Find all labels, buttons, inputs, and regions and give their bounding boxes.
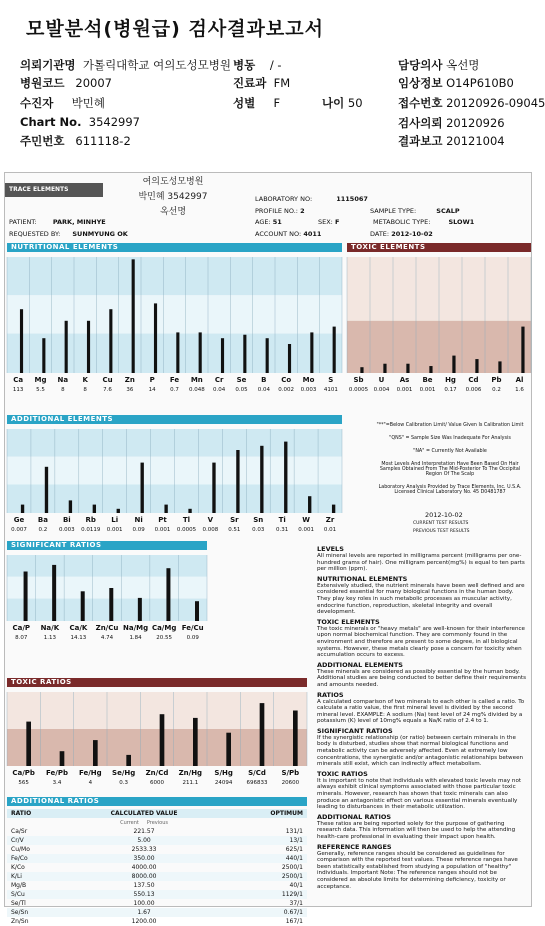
data-label: 0.51 [228, 527, 241, 533]
legend-heading: ADDITIONAL ELEMENTS [317, 660, 403, 669]
table-cell: 440/1 [285, 855, 303, 862]
bar-Zn/Hg [193, 718, 198, 766]
tick-label: K [82, 376, 88, 384]
table-cell: 131/1 [285, 828, 303, 835]
tick-label: Be [422, 376, 433, 384]
data-label: 0.003 [58, 527, 75, 533]
band [7, 295, 342, 333]
bar-Fe/Pb [60, 751, 65, 766]
data-label: 7.6 [103, 387, 112, 393]
significant-chart [7, 551, 207, 643]
bar-W [308, 496, 311, 513]
data-label: 14.13 [70, 635, 87, 641]
tick-label: Zn/Cu [95, 624, 119, 632]
tick-label: Ca/Pb [12, 769, 35, 777]
tick-label: Ge [13, 516, 25, 524]
nutritional-chart [7, 253, 342, 395]
table-row [7, 845, 307, 854]
table-cell: 137.50 [133, 882, 155, 889]
bar-Cu [109, 309, 112, 373]
data-label: 0.001 [154, 527, 171, 533]
band [7, 599, 207, 621]
tick-label: Ca/P [12, 624, 31, 632]
tick-label: Fe [169, 376, 180, 384]
bar-Fe/Cu [195, 601, 199, 621]
tick-label: Na [57, 376, 69, 384]
toxic-header: TOXIC ELEMENTS [347, 243, 531, 252]
bar-Ca/K [81, 591, 85, 621]
bar-S/Cd [260, 703, 265, 766]
lab-logo: TRACE ELEMENTS [5, 183, 103, 197]
legend-paragraph: The toxic minerals or "heavy metals" are well-known for their interference upon normal biochemical function. They are commonly found in the environment and therefore are present to some degree, in all biological systems. However, these metals clearly pose a concern for toxicity when accumulation occurs to excess. [317, 625, 526, 659]
bar-Ca/P [24, 572, 28, 622]
table-cell: 350.00 [133, 855, 155, 862]
table-cell: 5.00 [137, 837, 151, 844]
table-cell: 13/1 [289, 837, 303, 844]
table-cell: 8000.00 [131, 873, 157, 880]
table-row [7, 908, 307, 917]
bar-Cd [475, 359, 478, 373]
bar-Bi [69, 500, 72, 513]
tick-label: Ca/K [69, 624, 88, 632]
table-cell: Se/Tl [11, 900, 26, 907]
data-label: 0.31 [276, 527, 289, 533]
bar-Zn/Cu [109, 588, 113, 621]
table-row [7, 854, 307, 863]
legend-paragraph: Generally, reference ranges should be considered as guidelines for comparison with the reported test values. These reference ranges have been statistically established from studying a population of "healthy" individuals. Important Note: The reference ranges should not be considered as absolute limits for determining deficiency, toxicity or acceptance. [317, 850, 518, 890]
table-cell: 2500/1 [281, 864, 303, 871]
data-label: 8.07 [15, 635, 28, 641]
tick-label: Cu [102, 376, 113, 384]
bar-Mn [199, 332, 202, 373]
data-label: 0.002 [278, 387, 295, 393]
data-label: 36 [126, 387, 134, 393]
data-label: 0.006 [465, 387, 482, 393]
data-label: 0.0119 [81, 527, 101, 533]
tick-label: Sn [253, 516, 264, 524]
table-cell: 37/1 [289, 900, 303, 907]
table-cell: 0.67/1 [283, 909, 303, 916]
tick-label: Hg [445, 376, 456, 384]
legend-heading: LEVELS [317, 545, 344, 553]
data-label: 0.003 [300, 387, 317, 393]
data-label: 6000 [150, 780, 164, 786]
tick-label: Se/Hg [112, 769, 136, 777]
bar-Ge [21, 505, 24, 513]
tick-label: Li [111, 516, 119, 524]
bar-Zr [332, 505, 335, 513]
data-label: 1.84 [129, 635, 142, 641]
legend-text [317, 543, 527, 892]
bar-Na/K [52, 565, 56, 621]
data-label: 0.03 [252, 527, 265, 533]
table-cell: 1.67 [137, 909, 151, 916]
tick-label: Ni [134, 516, 143, 524]
bar-Sb [360, 367, 363, 373]
additional-header: ADDITIONAL ELEMENTS [7, 415, 342, 424]
legend-paragraph: A calculated comparison of two minerals to each other is called a ratio. To calculate a ratio value, the first mineral level is divided by the second mineral level. EXAMPLE: A sodium (Na) test level of 24 mg% divided by a potassium (K) level of 10mg% equals a Na/K ratio of 2.4 to 1. [317, 698, 525, 725]
bar-Cr [221, 338, 224, 373]
tick-label: Cr [214, 376, 224, 384]
band [7, 334, 342, 373]
additional-chart [7, 425, 342, 535]
bar-V [212, 463, 215, 513]
table-cell: 40/1 [289, 882, 303, 889]
bar-Sr [236, 450, 239, 513]
data-label: 0.0005 [348, 387, 369, 393]
table-row [7, 899, 307, 908]
table-row [7, 890, 307, 899]
table-cell: Cr/V [11, 837, 24, 844]
data-label: 0.001 [396, 387, 413, 393]
table-cell: Zn/Sn [11, 918, 29, 925]
bar-Tl [188, 509, 191, 513]
tick-label: Pt [158, 516, 167, 524]
bar-Ca/Mg [166, 568, 170, 621]
data-label: 4101 [323, 387, 338, 393]
tick-label: Zn [124, 376, 135, 384]
bar-Rb [93, 505, 96, 513]
bar-K [87, 321, 90, 373]
legend-heading: TOXIC ELEMENTS [317, 617, 380, 626]
toxic-ratios-chart [7, 688, 307, 788]
bar-S/Pb [293, 711, 298, 767]
table-cell: 167/1 [285, 918, 303, 925]
bar-Ni [141, 463, 144, 513]
table-row [7, 881, 307, 890]
bar-S [333, 327, 336, 373]
data-label: 20600 [281, 780, 300, 786]
tick-label: Al [515, 376, 524, 384]
bar-Pt [164, 505, 167, 513]
tick-label: Co [281, 376, 292, 384]
data-label: 5.5 [36, 387, 45, 393]
tick-label: Ca/Mg [151, 624, 177, 632]
hair-analysis-report: TRACE ELEMENTS 여의도성모병원 박민혜 3542997 옥선명 LABORATORY NO: 1115067 PROFILE NO.: 2 SAMPLE TYPE: SCALP PATIENT: PARK, MINHYE AGE: 51 SEX: F METABOLIC TYPE: SLOW1 REQUESTED BY: SUNMYUNG OK ACCOUNT NO: 4011 DATE: 2012-10-02 NUTRITIONAL ELEMENTS Ca 113 Mg 5.5 Na 8 K 8 Cu 7.6 Zn 36 P 14 Fe 0.7 Mn 0.048 Cr 0.04 Se 0.05 B 0.04 Co 0.002 Mo 0.003 S 4101 TOXIC ELEMENTS Sb 0.0005 U 0.004 As 0.001 Be 0.001 Hg 0.17 Cd 0.006 Pb 0.2 Al 1.6 ADDITIONAL ELEMENTS Ge 0.007 Ba 0.2 Bi 0.003 Rb 0.0119 Li 0.001 Ni 0.09 Pt 0.001 Tl 0.0005 V 0.008 Sr 0.51 Sn 0.03 Ti 0.31 W 0.001 Zr 0.01 "**"=Below Calibration Limit/ Value Given Is Calibration Limit "QNS" = Sample Size Was Inadequate For Analysis "NA" = Currently Not Available Most Levels And Interpretation Have Been Based On Hair Samples Obtained From The Mid-Posterior To The Occipital Region Of The Scalp Laboratory Analysis Provided by Trace Elements, Inc. U.S.A. Licensed Clinical Laboratory No. 45 D0481787 2012-10-02 CURRENT TEST RESULTS PREVIOUS TEST RESULTS SIGNIFICANT RATIOS Ca/P 8.07 Na/K 1.13 Ca/K 14.13 Zn/Cu 4.74 Na/Mg 1.84 Ca/Mg 20.55 Fe/Cu 0.09 TOXIC RATIOS Ca/Pb 565 Fe/Pb 3.4 Fe/Hg 4 Se/Hg 0.3 Zn/Cd 6000 Zn/Hg 211.1 S/Hg 24094 S/Cd 696833 S/Pb 20600 ADDITIONAL RATIOS RATIO CALCULATED VALUE OPTIMUM Current Previous Ca/Sr 221.57 131/1 Cr/V 5.00 13/1 Cu/Mo 2533.33 625/1 Fe/Co 350.00 440/1 K/Co 4000.00 2500/1 K/Li 8000.00 2500/1 Mg/B 137.50 40/1 S/Cu 550.13 1129/1 Se/Tl 100.00 37/1 Se/Sn 1.67 0.67/1 Zn/Sn 1200.00 167/1 LEVELS All mineral levels are reported in milligrams percent (milligrams per one-hundred grams of hair). One milligram percent(mg%) is equal to ten parts per million (ppm). NUTRITIONAL ELEMENTS Extensively studied, the nutrient minerals have been well defined and are considered essential for many biological functions in the human body. They play key roles in such metabolic processes as muscular activity, endocrine function, reproduction, skeletal integrity and overall development. TOXIC ELEMENTS The toxic minerals or "heavy metals" are well-known for their interference upon normal biochemical function. They are commonly found in the environment and therefore are present to some degree, in all biological systems. However, these metals clearly pose a concern for toxicity when accumulation occurs to excess. ADDITIONAL ELEMENTS These minerals are considered as possibly essential by the human body. Additional studies are being conducted to better define their requirements and amounts needed. RATIOS A calculated comparison of two minerals to each other is called a ratio. To calculate a ratio value, the first mineral level is divided by the second mineral level. EXAMPLE: A sodium (Na) test level of 24 mg% divided by a potassium (K) level of 10mg% equals a Na/K ratio of 2.4 to 1. SIGNIFICANT RATIOS If the synergistic relationship (or ratio) between certain minerals in the body is disturbed, studies show that normal biological functions and metabolic activity can be adversely affected. Even at extremely low concentrations, the synergistic and/or antagonistic relationships between minerals still exist, which can indirectly affect metabolism. TOXIC RATIOS It is important to note that individuals with elevated toxic levels may not always exhibit clinical symptoms associated with those particular toxic minerals. However, research has shown that toxic minerals can also produce an antagonistic effect on various essential minerals eventually leading to disturbances in their metabolic utilization. ADDITIONAL RATIOS These ratios are being reported solely for the purpose of gathering research data. This information will then be used to help the attending health-care professional in evaluating their impact upon health. REFERENCE RANGES Generally, reference ranges should be considered as guidelines for comparison with the reported test values. These reference ranges have been statistically established from studying a population of "healthy" individuals. Important Note: The reference ranges should not be considered as absolute limits for determining deficiency, toxicity or acceptance. [4, 172, 532, 907]
bar-Pb [498, 361, 501, 373]
data-label: 0.2 [38, 527, 48, 533]
tick-label: Na/Mg [123, 624, 149, 632]
tick-label: Fe/Hg [78, 769, 102, 777]
data-label: 0.01 [323, 527, 337, 533]
data-label: 0.001 [298, 527, 314, 533]
additional-ratios-header: ADDITIONAL RATIOS [7, 797, 307, 806]
legend-paragraph: If the synergistic relationship (or ratio) between certain minerals in the body is disturbed, studies show that normal biological functions and metabolic activity can be adversely affected. Even at extremely low concentrations, the synergistic and/or antagonistic relationships between minerals still exist, which can indirectly affect metabolism. [317, 734, 524, 768]
bar-Se [243, 335, 246, 373]
legend-paragraph: Extensively studied, the nutrient minerals have been well defined and are considered essential for many biological functions in the human body. They play key roles in such metabolic processes as muscular activity, endocrine function, reproduction, skeletal integrity and overall development. [317, 582, 525, 616]
data-label: 0.048 [188, 387, 205, 393]
data-label: 0.04 [257, 387, 270, 393]
band [7, 577, 207, 599]
bar-Fe [176, 332, 179, 373]
tick-label: Sb [353, 376, 364, 384]
bar-Na [65, 321, 68, 373]
legend-heading: REFERENCE RANGES [317, 842, 392, 851]
table-row [7, 863, 307, 872]
tick-label: Rb [85, 516, 96, 524]
additional-ratios-table: RATIO CALCULATED VALUE OPTIMUM Current Previous Ca/Sr 221.57 131/1 Cr/V 5.00 13/1 Cu/Mo 2533.33 625/1 Fe/Co 350.00 440/1 K/Co 4000.00 2500/1 K/Li 8000.00 2500/1 Mg/B 137.50 40/1 S/Cu 550.13 1129/1 Se/Tl 100.00 37/1 Se/Sn 1.67 0.67/1 Zn/Sn 1200.00 167/1 [7, 809, 307, 926]
data-label: 113 [12, 387, 24, 393]
data-label: 8 [83, 387, 87, 393]
tick-label: Mo [302, 376, 315, 384]
table-row [7, 917, 307, 926]
data-label: 14 [148, 387, 156, 393]
data-label: 1.13 [43, 635, 56, 641]
table-cell: K/Co [11, 864, 25, 871]
bar-B [266, 338, 269, 373]
table-cell: 625/1 [285, 846, 303, 853]
table-cell: 1129/1 [281, 891, 303, 898]
data-label: 696833 [246, 780, 268, 786]
data-label: 20.55 [156, 635, 173, 641]
table-cell: Ca/Sr [11, 828, 28, 835]
table-cell: Mg/B [11, 882, 27, 889]
legend-heading: ADDITIONAL RATIOS [317, 812, 392, 821]
tick-label: Sr [230, 516, 239, 524]
bar-Ca [20, 309, 23, 373]
tick-label: Zn/Cd [145, 769, 169, 777]
data-label: 0.008 [202, 527, 219, 533]
bar-Zn/Cd [160, 714, 165, 766]
tick-label: Bi [62, 516, 71, 524]
tick-label: S/Pb [281, 769, 300, 777]
tick-label: Mn [190, 376, 203, 384]
bar-P [154, 303, 157, 373]
data-label: 0.09 [132, 527, 145, 533]
legend-paragraph: All mineral levels are reported in milligrams percent (milligrams per one-hundred grams of hair). One milligram percent(mg%) is equal to ten parts per million (ppm). [317, 553, 525, 573]
bar-Sn [260, 446, 263, 513]
bar-Mo [310, 332, 313, 373]
data-label: 0.04 [213, 387, 226, 393]
bar-Zn [132, 259, 135, 373]
table-cell: 100.00 [133, 900, 155, 907]
data-label: 4 [88, 780, 93, 786]
bar-Ca/Pb [26, 722, 31, 766]
data-label: 0.2 [492, 387, 501, 393]
table-cell: 2500/1 [281, 873, 303, 880]
tick-label: S/Hg [214, 769, 233, 777]
tick-label: Fe/Cu [181, 624, 204, 632]
tick-label: Na/K [40, 624, 60, 632]
table-cell: 2533.33 [131, 846, 157, 853]
tick-label: Cd [468, 376, 479, 384]
data-label: 211.1 [182, 780, 199, 786]
data-label: 0.004 [373, 387, 390, 393]
tick-label: Pb [491, 376, 502, 384]
table-cell: S/Cu [11, 891, 25, 898]
data-label: 565 [18, 780, 29, 786]
data-label: 0.7 [170, 387, 179, 393]
data-label: 1.6 [515, 387, 524, 393]
tick-label: Tl [182, 516, 191, 524]
tick-label: Zn/Hg [178, 769, 203, 777]
data-label: 0.001 [106, 527, 123, 533]
bar-Fe/Hg [93, 740, 98, 766]
bar-Al [521, 327, 524, 373]
tick-label: As [399, 376, 410, 384]
data-label: 0.05 [235, 387, 248, 393]
band [7, 555, 207, 577]
tick-label: Fe/Pb [46, 769, 68, 777]
tick-label: Ti [278, 516, 286, 524]
toxic-chart [347, 253, 531, 395]
data-label: 0.3 [119, 780, 129, 786]
table-cell: Fe/Co [11, 855, 28, 862]
data-label: 0.17 [444, 387, 457, 393]
data-label: 0.09 [186, 635, 199, 641]
legend-paragraph: These minerals are considered as possibly essential by the human body. Additional studies are being conducted to better define their requirements and amounts needed. [317, 668, 526, 688]
bar-U [383, 364, 386, 373]
data-label: 24094 [214, 780, 233, 786]
table-cell: Cu/Mo [11, 846, 30, 853]
bar-Co [288, 344, 291, 373]
handwritten-label: 여의도성모병원 박민혜 3542997 옥선명 [138, 177, 208, 217]
report-notes: "**"=Below Calibration Limit/ Value Given Is Calibration Limit "QNS" = Sample Size Was Inadequate For Analysis "NA" = Currently Not Available Most Levels And Interpretation Have Been Based On Hair Samples Obtained From The Mid-Posterior To The Occipital Region Of The Scalp Laboratory Analysis Provided by Trace Elements, Inc. U.S.A. Licensed Clinical Laboratory No. 45 D0481787 [376, 423, 524, 495]
table-row [7, 836, 307, 845]
legend-heading: NUTRITIONAL ELEMENTS [317, 574, 408, 583]
legend-heading: TOXIC RATIOS [317, 769, 368, 778]
table-cell: K/Li [11, 873, 22, 880]
tick-label: S [328, 376, 334, 384]
bar-Mg [42, 338, 45, 373]
data-label: 3.4 [52, 780, 62, 786]
tick-label: S/Cd [248, 769, 266, 777]
org-row: 의뢰기관명 가톨릭대학교 여의도성모병원 [20, 58, 231, 72]
report-title: 모발분석(병원급) 검사결과보고서 [26, 18, 324, 40]
band [7, 257, 342, 295]
table-row [7, 872, 307, 881]
toxic-ratios-header: TOXIC RATIOS [7, 678, 307, 687]
tick-label: U [378, 376, 385, 384]
tick-label: Mg [34, 376, 47, 384]
table-cell: 4000.00 [131, 864, 157, 871]
tick-label: B [261, 376, 267, 384]
table-cell: Se/Sn [11, 909, 29, 916]
nutritional-header: NUTRITIONAL ELEMENTS [7, 243, 342, 252]
table-row [7, 827, 307, 836]
tick-label: Ba [37, 516, 48, 524]
data-label: 4.74 [100, 635, 114, 641]
bar-Hg [452, 356, 455, 373]
legend-heading: RATIOS [317, 690, 344, 699]
tick-label: W [302, 516, 310, 524]
bar-As [406, 364, 409, 373]
tick-label: Se [236, 376, 247, 384]
data-label: 8 [61, 387, 65, 393]
tick-label: Zr [325, 516, 335, 524]
significant-header: SIGNIFICANT RATIOS [7, 541, 207, 550]
tick-label: V [207, 516, 214, 524]
bar-Ba [45, 467, 48, 513]
legend-heading: SIGNIFICANT RATIOS [317, 726, 393, 735]
bar-Ti [284, 442, 287, 513]
bar-S/Hg [226, 733, 231, 766]
bar-Na/Mg [138, 598, 142, 621]
tick-label: P [149, 376, 155, 384]
table-cell: 550.13 [133, 891, 155, 898]
bar-Be [429, 366, 432, 373]
table-cell: 1200.00 [131, 918, 157, 925]
legend-paragraph: It is important to note that individuals with elevated toxic levels may not always exhibit clinical symptoms associated with those particular toxic minerals. However, research has shown that toxic minerals can also produce an antagonistic effect on various essential minerals eventually leading to disturbances in their metabolic utilization. [317, 777, 522, 811]
data-label: 0.001 [419, 387, 436, 393]
data-label: 0.0005 [176, 527, 197, 533]
bar-Li [117, 509, 120, 513]
tick-label: Ca [13, 376, 24, 384]
table-cell: 221.57 [133, 828, 155, 835]
legend-paragraph: These ratios are being reported solely for the purpose of gathering research data. This information will then be used to help the attending health-care professional in evaluating their impact upon health. [317, 820, 516, 840]
data-label: 0.007 [11, 527, 27, 533]
bar-Se/Hg [126, 755, 131, 766]
